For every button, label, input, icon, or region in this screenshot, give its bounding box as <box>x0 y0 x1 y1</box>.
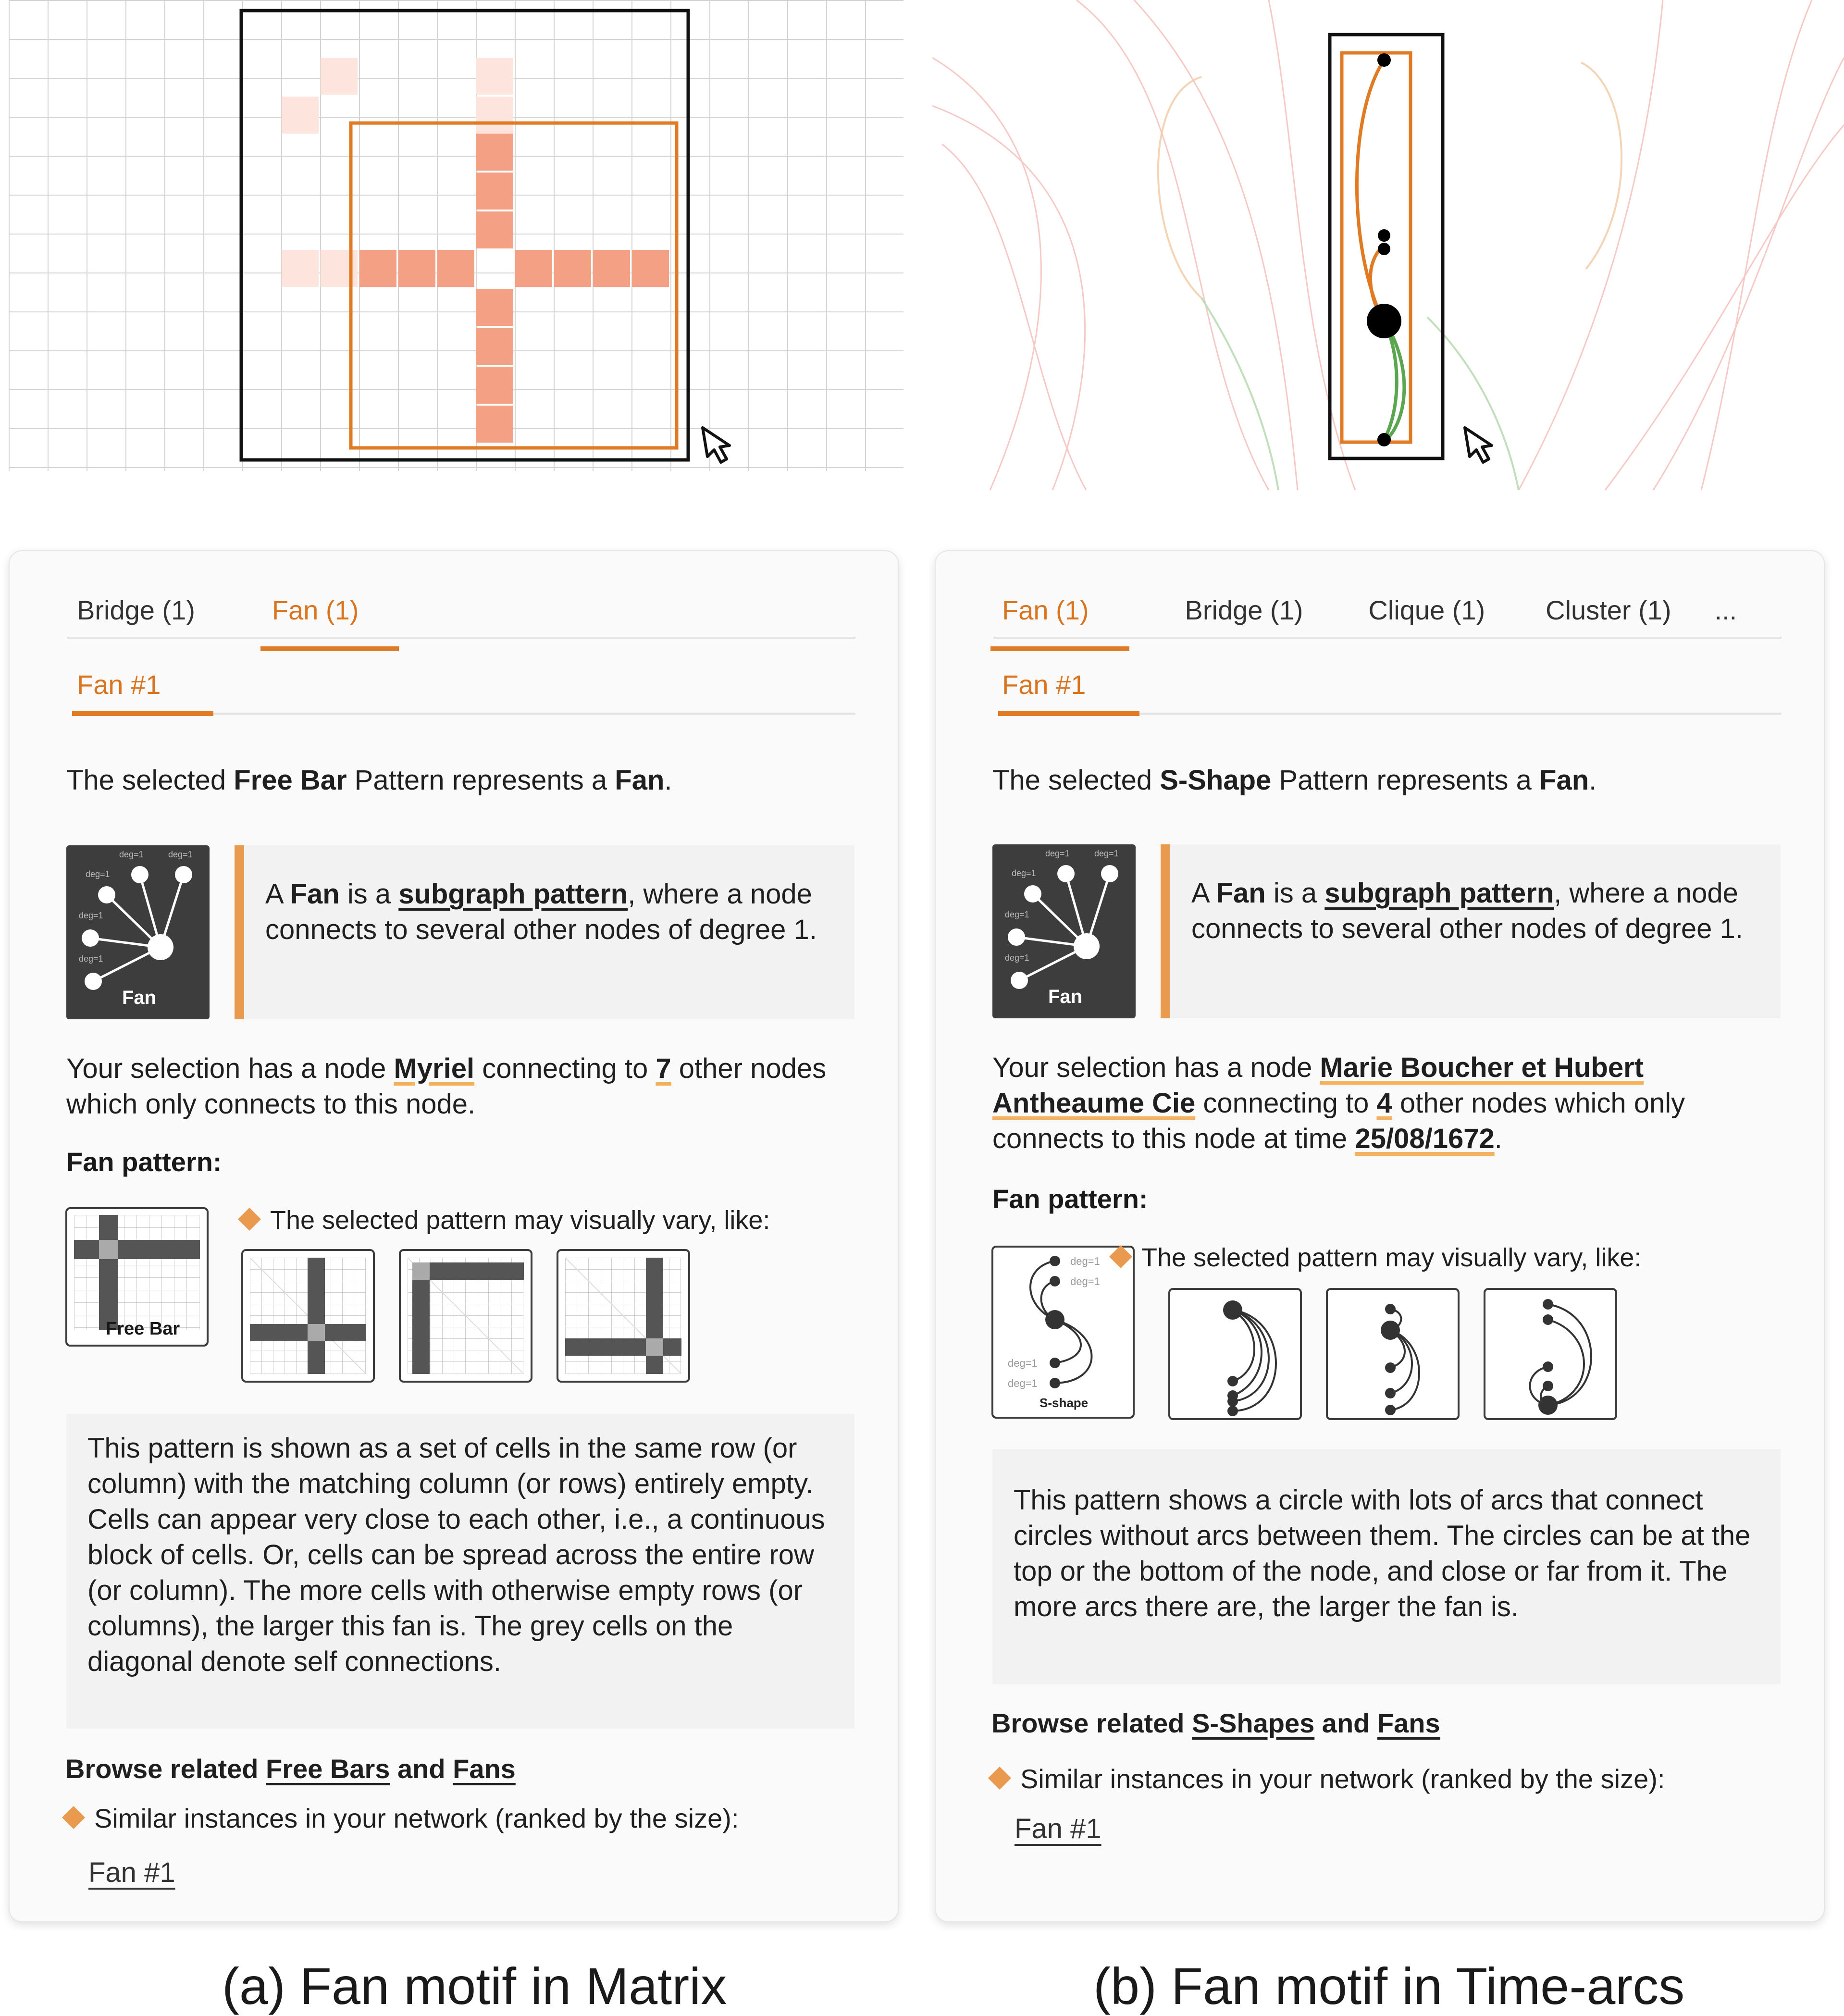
svg-text:deg=1: deg=1 <box>1008 1357 1038 1369</box>
right-panel <box>935 550 1825 1922</box>
selected-pattern-text: The selected S-Shape Pattern represents a Fan. <box>992 765 1597 796</box>
definition-text: A Fan is a subgraph pattern, where a node connects to several other nodes of degree 1. <box>1191 878 1743 944</box>
fans-link[interactable]: Fans <box>1377 1708 1440 1738</box>
selected-pattern-text: The selected Free Bar Pattern represents a Fan. <box>66 765 672 796</box>
motif-tabs <box>77 594 359 633</box>
similar-instances: Similar instances in your network (ranked by the size): <box>991 1761 1665 1797</box>
svg-text:deg=1: deg=1 <box>86 869 110 879</box>
svg-text:deg=1: deg=1 <box>79 954 103 964</box>
tab-bridge[interactable]: Bridge (1) <box>1185 595 1303 625</box>
timearcs-view[interactable] <box>932 0 1844 490</box>
variant-thumbnail-3[interactable] <box>1484 1288 1617 1420</box>
diamond-icon <box>238 1208 261 1231</box>
svg-text:deg=1: deg=1 <box>1012 868 1036 878</box>
definition-text: A Fan is a subgraph pattern, where a node connects to several other nodes of degree 1. <box>265 878 817 945</box>
fan-motif-icon <box>66 845 210 1019</box>
matrix-view[interactable] <box>0 0 913 490</box>
svg-text:deg=1: deg=1 <box>79 911 103 920</box>
thumb-label: Free Bar <box>106 1319 180 1339</box>
tab-fan[interactable]: Fan (1) <box>272 594 359 633</box>
tab-fan[interactable]: Fan (1) <box>1002 594 1089 633</box>
svg-text:deg=1: deg=1 <box>1045 849 1070 858</box>
tab-clique[interactable]: Clique (1) <box>1368 595 1485 625</box>
pattern-description: This pattern shows a circle with lots of arcs that connect circles without arcs between them. The circles can be at the top or the bottom of the node, and close or far from it. The more arcs there are, the larger the fan is. <box>1014 1484 1751 1622</box>
subtab-fan-1[interactable]: Fan #1 <box>77 669 161 700</box>
pattern-heading: Fan pattern: <box>66 1147 222 1177</box>
tab-cluster[interactable]: Cluster (1) <box>1546 595 1671 625</box>
s-shapes-link[interactable]: S-Shapes <box>1192 1708 1315 1738</box>
selection-summary: Your selection has a node Myriel connecting to 7 other nodes which only connects to this node. <box>66 1053 827 1120</box>
svg-text:deg=1: deg=1 <box>119 850 144 859</box>
left-panel <box>9 550 899 1922</box>
svg-text:deg=1: deg=1 <box>1005 910 1029 919</box>
variant-thumbnail-3[interactable] <box>557 1249 690 1383</box>
selection-summary: Your selection has a node Marie Boucher et Hubert Antheaume Cie connecting to 4 other nodes which only connects to this node at time 25/08/1672. <box>992 1052 1685 1154</box>
caption-left: (a) Fan motif in Matrix <box>222 1957 727 2015</box>
variant-thumbnail-2[interactable] <box>1326 1288 1460 1420</box>
motif-tabs <box>1002 594 1737 633</box>
vary-note: The selected pattern may visually vary, like: <box>241 1202 770 1238</box>
svg-text:deg=1: deg=1 <box>168 850 193 859</box>
svg-text:deg=1: deg=1 <box>1094 849 1119 858</box>
pattern-heading: Fan pattern: <box>992 1184 1148 1214</box>
caption-right: (b) Fan motif in Time-arcs <box>1093 1957 1685 2015</box>
subgraph-pattern-link[interactable]: subgraph pattern <box>1324 878 1554 909</box>
instance-fan-1[interactable]: Fan #1 <box>1015 1813 1101 1844</box>
variant-thumbnail-2[interactable] <box>399 1249 532 1383</box>
motif-highlight-box <box>1342 53 1411 442</box>
instance-fan-1[interactable]: Fan #1 <box>88 1857 175 1888</box>
diamond-icon <box>1109 1245 1132 1268</box>
svg-text:deg=1: deg=1 <box>1070 1275 1100 1287</box>
subgraph-pattern-link[interactable]: subgraph pattern <box>398 878 628 910</box>
variant-thumbnail-1[interactable] <box>241 1249 375 1383</box>
cursor-icon <box>1465 428 1492 462</box>
pattern-description: This pattern is shown as a set of cells in the same row (or column) with the matching column (or rows) entirely empty. Cells can appear very close to each other, i.e., a continuous block of cells. Or, cells can be spread across the entire row (or column). The more cells with otherwise empty rows (or columns), the larger this fan is. The grey cells on the diagonal denote self connections. <box>87 1433 825 1677</box>
tab-more[interactable]: ... <box>1714 595 1737 625</box>
fan-motif-icon <box>992 844 1136 1018</box>
variant-thumbnail-1[interactable] <box>1168 1288 1302 1420</box>
svg-text:S-shape: S-shape <box>1040 1396 1089 1410</box>
svg-text:deg=1: deg=1 <box>1005 953 1029 963</box>
svg-text:Fan: Fan <box>122 987 157 1008</box>
similar-instances: Similar instances in your network (ranked by the size): <box>65 1801 739 1836</box>
free-bar-thumbnail[interactable] <box>65 1207 209 1347</box>
diamond-icon <box>988 1767 1011 1790</box>
svg-text:deg=1: deg=1 <box>1070 1255 1100 1267</box>
tab-bridge[interactable]: Bridge (1) <box>77 595 195 625</box>
svg-text:deg=1: deg=1 <box>1008 1377 1038 1389</box>
free-bars-link[interactable]: Free Bars <box>266 1754 390 1784</box>
fans-link[interactable]: Fans <box>453 1754 516 1784</box>
browse-related: Browse related Free Bars and Fans <box>65 1754 516 1784</box>
vary-note: The selected pattern may visually vary, like: <box>1113 1240 1641 1275</box>
diamond-icon <box>62 1806 85 1829</box>
svg-text:Fan: Fan <box>1048 986 1083 1007</box>
subtab-fan-1[interactable]: Fan #1 <box>1002 669 1086 700</box>
browse-related: Browse related S-Shapes and Fans <box>991 1708 1440 1738</box>
